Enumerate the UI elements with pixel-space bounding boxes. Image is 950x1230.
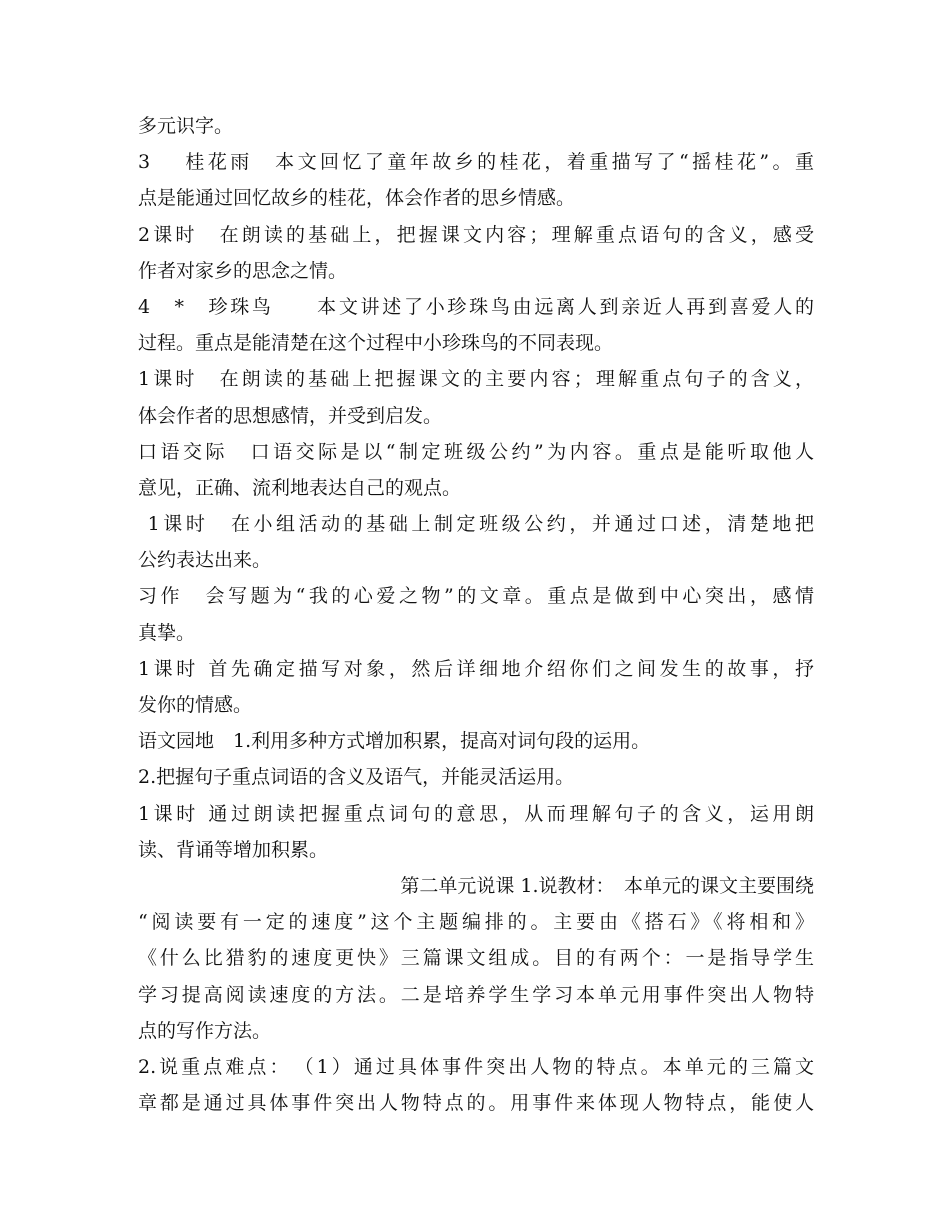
text-line-21: 读、背诵等增加积累。: [138, 838, 329, 861]
text-line-5: 作者对家乡的思念之情。: [138, 259, 348, 282]
document-page: [138, 108, 814, 1121]
text-line-4: 2课时 在朗读的基础上，把握课文内容；理解重点语句的含义，感受: [138, 223, 814, 246]
section-heading-line: 第二单元说课 1.说教材： 本单元的课文主要围绕: [400, 874, 814, 897]
text-line-12: 1课时 在小组活动的基础上制定班级公约，并通过口述，清楚地把: [138, 513, 814, 536]
text-line-11: 意见，正确、流利地表达自己的观点。: [138, 476, 462, 499]
text-line-7: 过程。重点是能清楚在这个过程中小珍珠鸟的不同表现。: [138, 332, 614, 355]
text-line-18: 语文园地 1.利用多种方式增加积累，提高对词句段的运用。: [138, 730, 651, 753]
text-line-25: 学习提高阅读速度的方法。二是培养学生学习本单元用事件突出人物特: [138, 983, 814, 1006]
text-line-17: 发你的情感。: [138, 694, 253, 716]
text-line-16: 1课时 首先确定描写对象，然后详细地介绍你们之间发生的故事，抒: [138, 657, 814, 680]
text-line-2: 3 桂花雨 本文回忆了童年故乡的桂花，着重描写了“摇桂花”。重: [138, 151, 814, 174]
text-line-10: 口语交际 口语交际是以“制定班级公约”为内容。重点是能听取他人: [138, 440, 814, 463]
text-line-27: 2.说重点难点： （1）通过具体事件突出人物的特点。本单元的三篇文: [138, 1055, 814, 1078]
text-line-9: 体会作者的思想感情，并受到启发。: [138, 404, 443, 427]
text-line-13: 公约表达出来。: [138, 549, 272, 572]
text-line-28: 章都是通过具体事件突出人物特点的。用事件来体现人物特点，能使人: [138, 1092, 814, 1115]
text-line-26: 点的写作方法。: [138, 1019, 272, 1042]
text-line-23: “阅读要有一定的速度”这个主题编排的。主要由《搭石》《将相和》: [138, 911, 814, 934]
text-line-14: 习作 会写题为“我的心爱之物”的文章。重点是做到中心突出，感情: [138, 585, 814, 608]
text-line-20: 1课时 通过朗读把握重点词句的意思，从而理解句子的含义，运用朗: [138, 802, 814, 825]
text-line-3: 点是能通过回忆故乡的桂花，体会作者的思乡情感。: [138, 187, 576, 210]
text-line-8: 1课时 在朗读的基础上把握课文的主要内容；理解重点句子的含义，: [138, 368, 814, 391]
text-line-24: 《什么比猎豹的速度更快》三篇课文组成。目的有两个：一是指导学生: [138, 947, 814, 970]
text-line-15: 真挚。: [138, 621, 196, 644]
text-line-19: 2.把握句子重点词语的含义及语气，并能灵活运用。: [138, 766, 575, 789]
text-line-6: 4 * 珍珠鸟 本文讲述了小珍珠鸟由远离人到亲近人再到喜爱人的: [138, 295, 814, 318]
text-line-1: 多元识字。: [138, 115, 234, 137]
